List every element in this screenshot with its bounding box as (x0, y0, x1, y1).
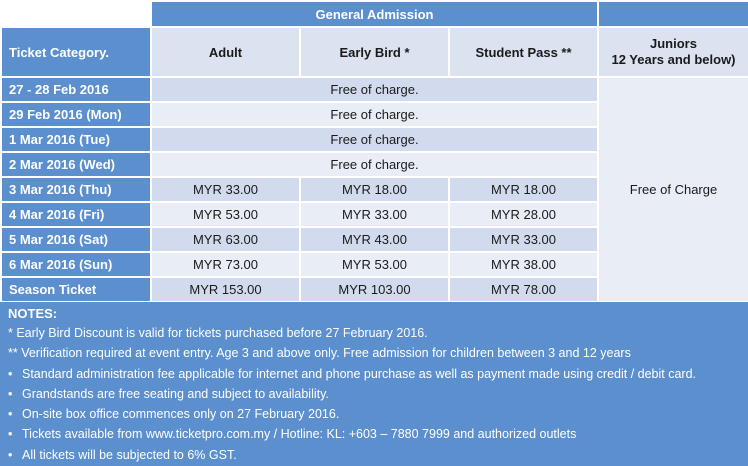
verification-note: ** Verification required at event entry. Age 3 and above only. Free admission for children between 3 and 12 years (8, 346, 631, 361)
note-text: Tickets available from www.ticketpro.com.my / Hotline: KL: +603 – 7880 7999 and authorized outlets (22, 427, 577, 442)
note-bullet-item (8, 364, 740, 384)
note-text: Standard administration fee applicable for internet and phone purchase as well as payment made using credit / debit card. (22, 366, 697, 381)
note-text: All tickets will be subjected to 6% GST. (22, 447, 237, 462)
row-free-value: Free of charge. (151, 77, 598, 102)
bullet-icon: • (8, 427, 13, 442)
note-text: On-site box office commences only on 27 February 2016. (22, 407, 340, 422)
bullet-icon: • (8, 366, 13, 381)
note-bullet-item (8, 384, 740, 404)
bullet-icon: • (8, 386, 13, 401)
adult-price: MYR 63.00 (151, 227, 300, 252)
bullet-icon: • (8, 407, 13, 422)
early-bird-price: MYR 53.00 (300, 252, 449, 277)
student-price: MYR 78.00 (449, 277, 598, 302)
notes-title: NOTES: (8, 306, 58, 321)
row-date: 1 Mar 2016 (Tue) (1, 127, 151, 152)
early-bird-header: Early Bird * (300, 27, 449, 77)
juniors-header (598, 27, 748, 77)
row-date: 4 Mar 2016 (Fri) (1, 202, 151, 227)
student-price: MYR 33.00 (449, 227, 598, 252)
bullet-icon: • (8, 447, 13, 462)
header-blank-juniors (598, 1, 748, 27)
student-price: MYR 18.00 (449, 177, 598, 202)
early-bird-price: MYR 18.00 (300, 177, 449, 202)
row-date: 3 Mar 2016 (Thu) (1, 177, 151, 202)
student-pass-header: Student Pass ** (449, 27, 598, 77)
early-bird-note: * Early Bird Discount is valid for tickets purchased before 27 February 2016. (8, 326, 428, 340)
note-bullet-item (8, 404, 740, 424)
header-blank-cell (1, 1, 151, 27)
row-date: 6 Mar 2016 (Sun) (1, 252, 151, 277)
group-header-row (1, 1, 748, 27)
adult-price: MYR 73.00 (151, 252, 300, 277)
notes-panel (0, 302, 748, 466)
row-free-value: Free of charge. (151, 102, 598, 127)
adult-price: MYR 153.00 (151, 277, 300, 302)
row-date: 27 - 28 Feb 2016 (1, 77, 151, 102)
adult-header: Adult (151, 27, 300, 77)
column-header-row (1, 27, 748, 77)
note-bullet-item (8, 424, 740, 444)
juniors-header-line1: Juniors (650, 35, 697, 51)
row-date: 2 Mar 2016 (Wed) (1, 152, 151, 177)
row-date: 29 Feb 2016 (Mon) (1, 102, 151, 127)
general-admission-header: General Admission (151, 1, 598, 27)
juniors-header-line2: 12 Years and below) (611, 52, 736, 67)
adult-price: MYR 33.00 (151, 177, 300, 202)
table-row (1, 77, 748, 102)
student-price: MYR 38.00 (449, 252, 598, 277)
ticket-category-header: Ticket Category. (1, 27, 151, 77)
row-date: Season Ticket (1, 277, 151, 302)
early-bird-price: MYR 43.00 (300, 227, 449, 252)
note-text: Grandstands are free seating and subject to availability. (22, 386, 329, 401)
early-bird-price: MYR 33.00 (300, 202, 449, 227)
row-free-value: Free of charge. (151, 152, 598, 177)
note-bullet-item (8, 445, 740, 465)
student-price: MYR 28.00 (449, 202, 598, 227)
juniors-value: Free of Charge (598, 77, 748, 302)
row-date: 5 Mar 2016 (Sat) (1, 227, 151, 252)
row-free-value: Free of charge. (151, 127, 598, 152)
adult-price: MYR 53.00 (151, 202, 300, 227)
early-bird-price: MYR 103.00 (300, 277, 449, 302)
